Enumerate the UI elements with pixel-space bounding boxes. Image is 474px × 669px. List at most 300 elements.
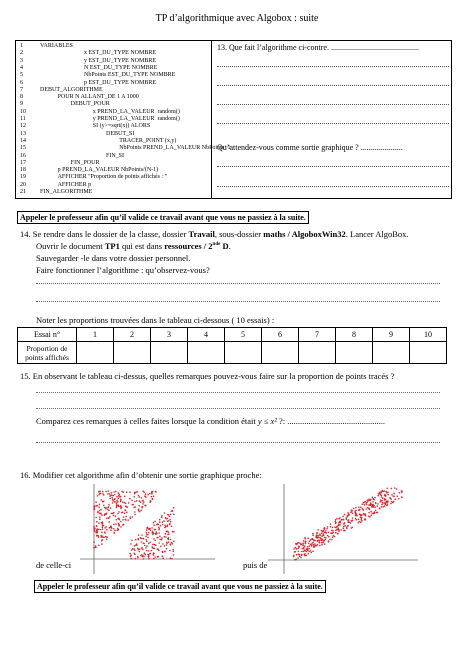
plot-point bbox=[95, 546, 97, 548]
plot-point bbox=[374, 497, 376, 499]
question-13: 13. Que fait l’algorithme ci-contre. ............................................ bbox=[217, 43, 419, 52]
plot-point bbox=[116, 500, 118, 502]
plot-point bbox=[308, 548, 310, 550]
table-input-cell[interactable] bbox=[410, 342, 447, 364]
plot-point bbox=[385, 491, 387, 493]
plot-point bbox=[347, 512, 349, 514]
table-header-cell: Essai n° bbox=[18, 328, 77, 342]
plot-point bbox=[102, 529, 104, 531]
plot-point bbox=[324, 537, 326, 539]
plot-point bbox=[299, 554, 301, 556]
plot-point bbox=[162, 524, 164, 526]
table-input-cell[interactable] bbox=[262, 342, 299, 364]
plot-point bbox=[158, 524, 160, 526]
plot-point bbox=[93, 526, 95, 528]
plot-point bbox=[351, 520, 353, 522]
plot-point bbox=[101, 499, 103, 501]
plot-point bbox=[107, 490, 109, 492]
plot-point bbox=[309, 545, 311, 547]
plot-point bbox=[311, 545, 313, 547]
answer-line bbox=[36, 301, 440, 302]
plot-point bbox=[299, 542, 301, 544]
plot-point bbox=[304, 545, 306, 547]
algorithm-line bbox=[20, 65, 157, 72]
plot-point bbox=[148, 543, 150, 545]
plot-point bbox=[360, 522, 362, 524]
plot-point bbox=[305, 555, 307, 557]
plot-point bbox=[152, 498, 154, 500]
table-header-cell bbox=[18, 342, 77, 364]
q14-folder: Travail bbox=[188, 229, 215, 239]
line-code: y PREND_LA_VALEUR random() bbox=[92, 116, 180, 122]
plot-point bbox=[158, 529, 160, 531]
plot-point bbox=[379, 507, 381, 509]
table-input-cell[interactable] bbox=[188, 342, 225, 364]
plot-point bbox=[172, 549, 174, 551]
line-code: AFFICHER p bbox=[57, 181, 92, 188]
q14-text: Ouvrir le document bbox=[36, 241, 105, 251]
plot-point bbox=[311, 543, 313, 545]
plot-point bbox=[103, 494, 105, 496]
line-number: 4 bbox=[20, 64, 23, 71]
table-row bbox=[18, 328, 447, 342]
plot-point bbox=[146, 545, 148, 547]
plot-point bbox=[162, 521, 164, 523]
plot-point bbox=[173, 541, 175, 543]
plot-point bbox=[295, 559, 297, 561]
plot-point bbox=[147, 494, 149, 496]
plot-point bbox=[134, 545, 136, 547]
plot-point bbox=[115, 515, 117, 517]
plot-point bbox=[347, 516, 349, 518]
plot-point bbox=[139, 548, 141, 550]
plot-point bbox=[365, 515, 367, 517]
plot-point bbox=[98, 506, 100, 508]
q14-resources: ressources / 2 bbox=[164, 241, 213, 251]
plot-point bbox=[136, 543, 138, 545]
plot-point bbox=[358, 507, 360, 509]
plot-point bbox=[149, 553, 151, 555]
plot-point bbox=[142, 490, 144, 492]
answer-line bbox=[217, 104, 449, 105]
q14-text: , sous-dossier bbox=[214, 229, 264, 239]
plot-point bbox=[365, 513, 367, 515]
plot-point bbox=[111, 492, 113, 494]
label-puis-de: puis de bbox=[243, 560, 268, 570]
plot-point bbox=[350, 522, 352, 524]
line-number: 19 bbox=[20, 174, 26, 181]
plot-point bbox=[109, 493, 111, 495]
plot-point bbox=[302, 542, 304, 544]
plot-point bbox=[162, 552, 164, 554]
line-number: 2 bbox=[20, 50, 23, 57]
plot-point bbox=[356, 519, 358, 521]
plot-point bbox=[392, 502, 394, 504]
plot-point bbox=[112, 500, 114, 502]
plot-point bbox=[154, 529, 156, 531]
plot-point bbox=[298, 547, 300, 549]
table-input-cell[interactable] bbox=[336, 342, 373, 364]
plot-point bbox=[359, 509, 361, 511]
answer-line bbox=[217, 66, 449, 67]
plot-point bbox=[159, 519, 161, 521]
plot-point bbox=[153, 538, 155, 540]
plot-point bbox=[327, 535, 329, 537]
plot-point bbox=[346, 528, 348, 530]
plot-point bbox=[358, 522, 360, 524]
plot-point bbox=[113, 528, 115, 530]
call-professor-notice: Appeler le professeur afin qu’il valide ce travail avant que vous ne passiez à la suite. bbox=[34, 580, 326, 593]
plot-point bbox=[130, 554, 132, 556]
plot-point bbox=[100, 536, 102, 538]
plot-point bbox=[156, 533, 158, 535]
plot-point bbox=[120, 521, 122, 523]
line-number: 9 bbox=[20, 101, 23, 108]
table-cell: 1 bbox=[77, 328, 114, 342]
line-number: 21 bbox=[20, 189, 26, 195]
plot-point bbox=[98, 529, 100, 531]
plot-point bbox=[145, 547, 147, 549]
question-14-note: Noter les proportions trouvées dans le tableau ci-dessous ( 10 essais) : bbox=[36, 315, 275, 325]
plot-point bbox=[313, 544, 315, 546]
plot-point bbox=[146, 532, 148, 534]
plot-point bbox=[162, 543, 164, 545]
plot-point bbox=[144, 505, 146, 507]
algorithm-line bbox=[20, 58, 156, 65]
plot-point bbox=[114, 494, 116, 496]
question-15-compare bbox=[36, 416, 385, 426]
plot-point bbox=[101, 514, 103, 516]
plot-point bbox=[396, 488, 398, 490]
plot-point bbox=[96, 521, 98, 523]
plot-point bbox=[391, 488, 393, 490]
plot-point bbox=[334, 526, 336, 528]
plot-point bbox=[362, 503, 364, 505]
plot-point bbox=[381, 496, 383, 498]
plot-point bbox=[133, 507, 135, 509]
plot-point bbox=[106, 529, 108, 531]
plot-point bbox=[105, 491, 107, 493]
plot-point bbox=[161, 516, 163, 518]
plot-point bbox=[367, 500, 369, 502]
plot-point bbox=[293, 556, 295, 558]
algorithm-line bbox=[20, 189, 92, 196]
plot-point bbox=[322, 531, 324, 533]
points-group bbox=[93, 490, 175, 559]
plot-point bbox=[304, 553, 306, 555]
plot-point bbox=[367, 507, 369, 509]
plot-point bbox=[333, 535, 335, 537]
plot-point bbox=[117, 504, 119, 506]
answer-line bbox=[36, 283, 440, 284]
plot-point bbox=[383, 506, 385, 508]
plot-point bbox=[142, 549, 144, 551]
plot-point bbox=[375, 510, 377, 512]
plot-point bbox=[157, 537, 159, 539]
q14-text: . Lancer AlgoBox. bbox=[345, 229, 409, 239]
plot-point bbox=[386, 505, 388, 507]
plot-point bbox=[153, 524, 155, 526]
plot-point bbox=[368, 508, 370, 510]
plot-point bbox=[371, 514, 373, 516]
plot-point bbox=[154, 544, 156, 546]
plot-point bbox=[143, 538, 145, 540]
plot-point bbox=[102, 501, 104, 503]
plot-point bbox=[351, 509, 353, 511]
plot-point bbox=[93, 547, 95, 549]
plot-point bbox=[153, 522, 155, 524]
plot-point bbox=[95, 501, 97, 503]
plot-point bbox=[146, 534, 148, 536]
plot-point bbox=[140, 555, 142, 557]
line-code: NbPoints PREND_LA_VALEUR NbPoints+1 bbox=[119, 145, 231, 152]
plot-point bbox=[116, 507, 118, 509]
plot-point bbox=[170, 557, 172, 559]
plot-point bbox=[146, 550, 148, 552]
plot-point bbox=[137, 557, 139, 559]
plot-point bbox=[102, 539, 104, 541]
plot-point bbox=[399, 492, 401, 494]
plot-point bbox=[142, 500, 144, 502]
plot-point bbox=[96, 525, 98, 527]
q14-path: maths / AlgoboxWin32 bbox=[263, 229, 346, 239]
answer-line bbox=[217, 123, 449, 124]
table-input-cell[interactable] bbox=[114, 342, 151, 364]
plot-point bbox=[132, 504, 134, 506]
plot-point bbox=[396, 495, 398, 497]
plot-point bbox=[168, 537, 170, 539]
plot-point bbox=[157, 548, 159, 550]
plot-point bbox=[337, 529, 339, 531]
algorithm-line bbox=[20, 131, 134, 138]
plot-point bbox=[364, 519, 366, 521]
plot-point bbox=[155, 533, 157, 535]
plot-point bbox=[100, 535, 102, 537]
plot-point bbox=[301, 551, 303, 553]
plot-point bbox=[118, 497, 120, 499]
plot-point bbox=[167, 520, 169, 522]
plot-point bbox=[169, 524, 171, 526]
q14-text: 14. Se rendre dans le dossier de la classe, dossier bbox=[20, 229, 189, 239]
plot-point bbox=[148, 555, 150, 557]
line-number: 1 bbox=[20, 43, 23, 49]
plot-point bbox=[102, 527, 104, 529]
plot-point bbox=[398, 498, 400, 500]
plot-point bbox=[94, 531, 96, 533]
plot-point bbox=[365, 502, 367, 504]
line-number: 5 bbox=[20, 72, 23, 79]
plot-point bbox=[151, 527, 153, 529]
algorithm-line bbox=[20, 174, 167, 181]
table-cell: 10 bbox=[410, 328, 447, 342]
plot-point bbox=[377, 495, 379, 497]
plot-point bbox=[108, 521, 110, 523]
plot-point bbox=[119, 494, 121, 496]
answer-line bbox=[217, 85, 449, 86]
table-input-cell[interactable] bbox=[373, 342, 410, 364]
plot-point bbox=[305, 541, 307, 543]
plot-point bbox=[321, 540, 323, 542]
plot-point bbox=[150, 530, 152, 532]
plot-point bbox=[117, 513, 119, 515]
plot-point bbox=[118, 524, 120, 526]
line-code: N EST_DU_TYPE NOMBRE bbox=[84, 64, 158, 71]
plot-point bbox=[113, 499, 115, 501]
plot-point bbox=[363, 509, 365, 511]
plot-point bbox=[314, 540, 316, 542]
plot-point bbox=[153, 496, 155, 498]
plot-point bbox=[95, 517, 97, 519]
plot-point bbox=[164, 525, 166, 527]
plot-point bbox=[335, 519, 337, 521]
plot-point bbox=[106, 518, 108, 520]
plot-point bbox=[113, 532, 115, 534]
plot-point bbox=[330, 526, 332, 528]
q14-text: qui est dans bbox=[119, 241, 165, 251]
plot-point bbox=[341, 519, 343, 521]
plot-point bbox=[104, 514, 106, 516]
plot-point bbox=[143, 543, 145, 545]
algorithm-line bbox=[20, 160, 99, 167]
plot-point bbox=[141, 506, 143, 508]
question-14-line-4: Faire fonctionner l’algorithme : qu’observez-vous? bbox=[36, 265, 210, 275]
plot-point bbox=[154, 548, 156, 550]
plot-point bbox=[161, 537, 163, 539]
plot-point bbox=[393, 495, 395, 497]
plot-point bbox=[122, 524, 124, 526]
table-input-cell[interactable] bbox=[225, 342, 262, 364]
plot-point bbox=[98, 494, 100, 496]
plot-point bbox=[363, 502, 365, 504]
table-input-cell[interactable] bbox=[77, 342, 114, 364]
plot-point bbox=[146, 529, 148, 531]
plot-point bbox=[338, 524, 340, 526]
plot-point bbox=[111, 497, 113, 499]
plot-point bbox=[352, 517, 354, 519]
plot-point bbox=[391, 494, 393, 496]
plot-point bbox=[323, 529, 325, 531]
plot-point bbox=[129, 553, 131, 555]
plot-point bbox=[129, 516, 131, 518]
plot-point bbox=[138, 534, 140, 536]
plot-point bbox=[133, 548, 135, 550]
plot-point bbox=[173, 514, 175, 516]
table-input-cell[interactable] bbox=[151, 342, 188, 364]
plot-point bbox=[98, 522, 100, 524]
plot-point bbox=[131, 500, 133, 502]
table-cell: 3 bbox=[151, 328, 188, 342]
plot-point bbox=[114, 530, 116, 532]
plot-point bbox=[172, 510, 174, 512]
line-code: SI (y>=sqrt(x)) ALORS bbox=[92, 123, 151, 130]
plot-point bbox=[173, 551, 175, 553]
plot-point bbox=[108, 504, 110, 506]
plot-point bbox=[170, 539, 172, 541]
plot-point bbox=[161, 515, 163, 517]
plot-point bbox=[165, 526, 167, 528]
line-code: VARIABLES bbox=[40, 43, 73, 49]
table-header-line: Proportion de bbox=[26, 343, 68, 353]
plot-point bbox=[123, 516, 125, 518]
plot-point bbox=[324, 543, 326, 545]
plot-point bbox=[328, 536, 330, 538]
plot-point bbox=[168, 533, 170, 535]
plot-point bbox=[164, 545, 166, 547]
plot-point bbox=[348, 514, 350, 516]
table-cell: 4 bbox=[188, 328, 225, 342]
answer-line bbox=[36, 392, 440, 393]
plot-point bbox=[150, 500, 152, 502]
plot-point bbox=[347, 525, 349, 527]
plot-point bbox=[113, 495, 115, 497]
plot-point bbox=[308, 553, 310, 555]
plot-point bbox=[120, 526, 122, 528]
plot-point bbox=[147, 554, 149, 556]
table-row bbox=[18, 342, 447, 364]
plot-point bbox=[108, 506, 110, 508]
plot-point bbox=[108, 510, 110, 512]
plot-point bbox=[155, 491, 157, 493]
plot-point bbox=[121, 512, 123, 514]
table-header-line: points affichés bbox=[25, 352, 69, 362]
plot-point bbox=[301, 554, 303, 556]
plot-point bbox=[363, 513, 365, 515]
plot-point bbox=[96, 505, 98, 507]
plot-point bbox=[106, 539, 108, 541]
plot-point bbox=[323, 533, 325, 535]
plot-point bbox=[166, 548, 168, 550]
plot-point bbox=[152, 544, 154, 546]
plot-point bbox=[335, 523, 337, 525]
plot-point bbox=[154, 521, 156, 523]
algorithm-line bbox=[20, 94, 139, 101]
plot-point bbox=[113, 524, 115, 526]
plot-point bbox=[114, 501, 116, 503]
plot-point bbox=[305, 543, 307, 545]
plot-point bbox=[144, 545, 146, 547]
plot-point bbox=[368, 504, 370, 506]
plot-point bbox=[131, 540, 133, 542]
plot-point bbox=[308, 551, 310, 553]
plot-point bbox=[162, 555, 164, 557]
table-input-cell[interactable] bbox=[299, 342, 336, 364]
plot-point bbox=[313, 546, 315, 548]
plot-point bbox=[321, 536, 323, 538]
plot-point bbox=[322, 542, 324, 544]
plot-point bbox=[121, 507, 123, 509]
line-code: x PREND_LA_VALEUR random() bbox=[92, 108, 180, 115]
q14-doc: TP1 bbox=[104, 241, 120, 251]
plot-point bbox=[98, 536, 100, 538]
plot-point bbox=[298, 546, 300, 548]
line-number: 15 bbox=[20, 145, 26, 152]
plot-point bbox=[135, 539, 137, 541]
plot-point bbox=[325, 530, 327, 532]
plot-point bbox=[94, 508, 96, 510]
plot-point bbox=[337, 533, 339, 535]
plot-point bbox=[97, 495, 99, 497]
plot-point bbox=[173, 507, 175, 509]
plot-point bbox=[331, 530, 333, 532]
plot-point bbox=[372, 501, 374, 503]
plot-point bbox=[166, 543, 168, 545]
plot-point bbox=[112, 502, 114, 504]
plot-point bbox=[171, 526, 173, 528]
plot-point bbox=[361, 520, 363, 522]
table-cell: 7 bbox=[299, 328, 336, 342]
plot-point bbox=[132, 516, 134, 518]
plot-point bbox=[112, 499, 114, 501]
